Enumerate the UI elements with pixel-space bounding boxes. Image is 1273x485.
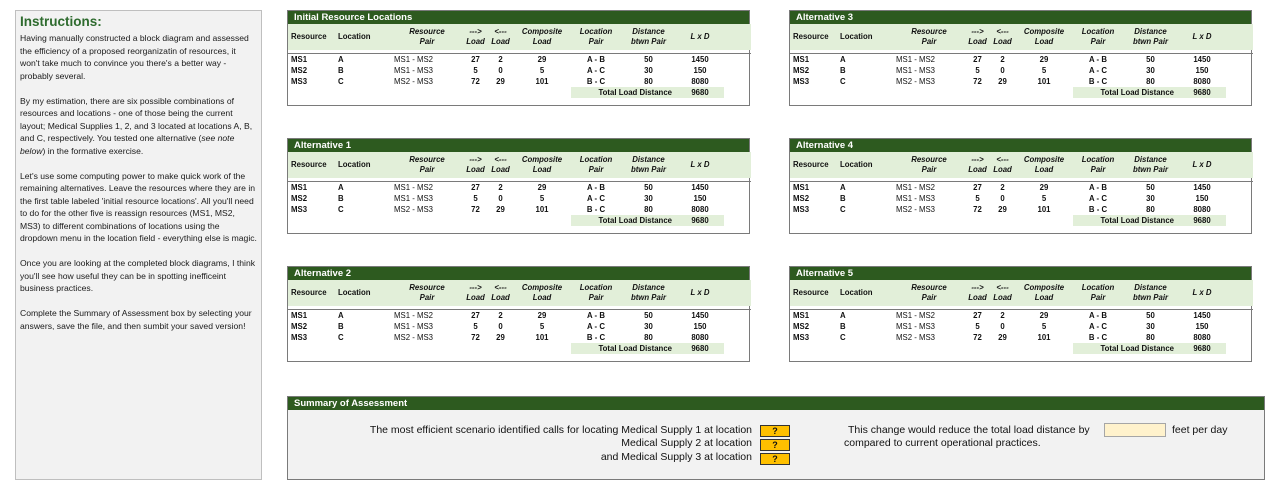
cell-composite: 5 <box>539 193 545 203</box>
total-row <box>288 343 751 354</box>
cell-composite: 101 <box>1037 76 1051 86</box>
cell-lxd: 1450 <box>1178 309 1226 321</box>
cell-pair: MS1 - MS3 <box>394 321 433 331</box>
cell-pair: MS1 - MS3 <box>896 321 935 331</box>
cell-back: 2 <box>488 309 513 321</box>
header-resource-pair: Resource Pair <box>391 152 463 178</box>
cell-composite: 5 <box>1041 321 1047 331</box>
cell-loc_pair: A - B <box>571 181 621 193</box>
table-title: Alternative 2 <box>288 267 749 280</box>
header-resource-pair: Resource Pair <box>893 24 965 50</box>
cell-back: 0 <box>1000 193 1005 203</box>
header-lxd: L x D <box>676 152 724 178</box>
cell-distance: 50 <box>621 53 676 65</box>
location-dropdown-cell[interactable]: B <box>338 321 344 331</box>
cell-resource: MS3 <box>291 204 308 214</box>
cell-resource: MS2 <box>793 65 810 75</box>
cell-distance: 80 <box>1146 204 1155 214</box>
table-header-row <box>288 280 751 306</box>
cell-resource: MS2 <box>793 193 810 203</box>
total-load-distance-label: Total Load Distance <box>1073 87 1178 98</box>
header-resource-pair: Resource Pair <box>391 24 463 50</box>
cell-lxd: 1450 <box>676 181 724 193</box>
header-location: Location <box>335 280 391 306</box>
cell-pair: MS1 - MS3 <box>394 193 433 203</box>
header-fwd-load: ---> Load <box>463 280 488 306</box>
table-row <box>790 321 1253 332</box>
cell-back: 0 <box>498 321 503 331</box>
cell-fwd: 27 <box>965 53 990 65</box>
cell-lxd: 1450 <box>676 309 724 321</box>
total-row <box>288 87 751 98</box>
cell-fwd: 72 <box>471 204 480 214</box>
instructions-title: Instructions: <box>20 14 102 29</box>
total-load-distance-value: 9680 <box>676 343 724 354</box>
cell-back: 29 <box>496 332 505 342</box>
location-dropdown-cell[interactable]: A <box>335 53 391 65</box>
total-load-distance-value: 9680 <box>1178 215 1226 226</box>
cell-distance: 30 <box>1146 193 1155 203</box>
cell-loc_pair: A - B <box>571 53 621 65</box>
cell-fwd: 5 <box>473 321 478 331</box>
table-header-row <box>790 152 1253 178</box>
table-title: Alternative 1 <box>288 139 749 152</box>
table-title: Alternative 5 <box>790 267 1251 280</box>
cell-lxd: 150 <box>693 65 707 75</box>
location-dropdown-cell[interactable]: B <box>840 193 846 203</box>
table-title: Initial Resource Locations <box>288 11 749 24</box>
header-resource: Resource <box>288 280 335 306</box>
cell-distance: 50 <box>1123 53 1178 65</box>
cell-lxd: 8080 <box>1193 76 1211 86</box>
total-load-distance-label: Total Load Distance <box>571 215 676 226</box>
header-back-load: <--- Load <box>990 152 1015 178</box>
instructions-paragraph-4: Once you are looking at the completed block diagrams, I think you'll see how useful they can be in spotting inefficeint business practices. <box>20 258 256 293</box>
cell-loc_pair: A - C <box>1089 321 1107 331</box>
cell-distance: 50 <box>1123 309 1178 321</box>
cell-composite: 5 <box>1041 193 1047 203</box>
cell-back: 0 <box>1000 321 1005 331</box>
cell-loc_pair: B - C <box>1088 76 1108 86</box>
table-header-row <box>790 280 1253 306</box>
header-location-pair: Location Pair <box>571 152 621 178</box>
header-distance: Distance btwn Pair <box>621 280 676 306</box>
summary-title: Summary of Assessment <box>288 397 1264 410</box>
cell-pair: MS1 - MS2 <box>893 309 965 321</box>
header-resource: Resource <box>790 24 837 50</box>
cell-distance: 80 <box>644 332 653 342</box>
location-dropdown-cell[interactable]: A <box>837 309 893 321</box>
header-composite-load: Composite Load <box>513 280 571 306</box>
cell-pair: MS1 - MS2 <box>893 53 965 65</box>
header-back-load: <--- Load <box>488 24 513 50</box>
header-back-load: <--- Load <box>488 280 513 306</box>
instructions-paragraph-2: By my estimation, there are six possible combinations of resources and locations - one of those being the current layout; Medical Supplies 1, 2, and 3 located at locations A, B, and C, respectively. You tested one alternative (see note below) in the formative exercise. <box>20 95 253 156</box>
table-row <box>790 193 1253 204</box>
summary-line-ms3: and Medical Supply 3 at location <box>600 451 752 463</box>
table-title: Alternative 3 <box>790 11 1251 24</box>
cell-back: 2 <box>990 53 1015 65</box>
table-alternative-4 <box>789 138 1252 234</box>
cell-fwd: 72 <box>973 204 982 214</box>
ms3-location-dropdown[interactable]: ? <box>760 453 790 465</box>
table-row <box>288 76 751 87</box>
location-dropdown-cell[interactable]: C <box>338 204 344 214</box>
header-location: Location <box>837 24 893 50</box>
location-dropdown-cell[interactable]: B <box>338 65 344 75</box>
instructions-paragraph-3: Let's use some computing power to make quick work of the remaining alternatives. Leave the resources where they are in the first table labeled 'initial resource locations'. All you'll need to do for the other five is reassign resources (MS1, MS2, MS3) to different combinations of locations using the dropdown menu in the location field - everything else is magic. <box>20 170 257 243</box>
header-lxd: L x D <box>1178 24 1226 50</box>
cell-resource: MS2 <box>291 193 308 203</box>
table-row <box>288 332 751 343</box>
cell-loc_pair: A - B <box>1073 309 1123 321</box>
cell-fwd: 5 <box>473 65 478 75</box>
cell-lxd: 150 <box>1195 321 1209 331</box>
header-back-load: <--- Load <box>990 280 1015 306</box>
cell-back: 0 <box>498 65 503 75</box>
total-load-distance-label: Total Load Distance <box>571 343 676 354</box>
table-alternative-3 <box>789 10 1252 106</box>
cell-lxd: 150 <box>1195 193 1209 203</box>
header-resource-pair: Resource Pair <box>893 152 965 178</box>
total-load-distance-value: 9680 <box>676 215 724 226</box>
cell-distance: 80 <box>644 76 653 86</box>
total-load-distance-value: 9680 <box>676 87 724 98</box>
cell-loc_pair: B - C <box>586 76 606 86</box>
table-header-row <box>790 24 1253 50</box>
cell-lxd: 8080 <box>691 204 709 214</box>
cell-fwd: 5 <box>975 321 980 331</box>
cell-distance: 30 <box>644 193 653 203</box>
table-alternative-5 <box>789 266 1252 362</box>
cell-resource: MS3 <box>793 76 810 86</box>
cell-lxd: 8080 <box>691 332 709 342</box>
header-location: Location <box>335 24 391 50</box>
table-header-row <box>288 24 751 50</box>
cell-loc_pair: B - C <box>1088 332 1108 342</box>
location-dropdown-cell[interactable]: C <box>840 204 846 214</box>
table-alternative-1 <box>287 138 750 234</box>
header-resource: Resource <box>790 152 837 178</box>
cell-distance: 50 <box>621 181 676 193</box>
header-location-pair: Location Pair <box>1073 280 1123 306</box>
cell-composite: 101 <box>535 332 549 342</box>
cell-fwd: 72 <box>471 332 480 342</box>
cell-distance: 50 <box>621 309 676 321</box>
cell-loc_pair: A - C <box>587 321 605 331</box>
cell-distance: 30 <box>644 65 653 75</box>
header-resource-pair: Resource Pair <box>391 280 463 306</box>
header-distance: Distance btwn Pair <box>1123 24 1178 50</box>
cell-back: 29 <box>496 76 505 86</box>
instructions-paragraph-1: Having manually constructed a block diagram and assessed the efficiency of a proposed reorganizatin of resources, it won't take much to convince you there's a better way - probably several. <box>20 33 249 81</box>
total-load-distance-label: Total Load Distance <box>571 87 676 98</box>
cell-pair: MS1 - MS3 <box>394 65 433 75</box>
location-dropdown-cell[interactable]: C <box>840 332 846 342</box>
header-composite-load: Composite Load <box>1015 152 1073 178</box>
cell-loc_pair: B - C <box>586 332 606 342</box>
header-composite-load: Composite Load <box>1015 280 1073 306</box>
cell-distance: 80 <box>644 204 653 214</box>
cell-resource: MS2 <box>291 321 308 331</box>
table-row <box>790 309 1253 321</box>
cell-loc_pair: A - C <box>1089 65 1107 75</box>
cell-pair: MS2 - MS3 <box>896 76 935 86</box>
table-row <box>790 65 1253 76</box>
cell-pair: MS2 - MS3 <box>394 76 433 86</box>
header-lxd: L x D <box>676 24 724 50</box>
total-load-distance-value: 9680 <box>1178 343 1226 354</box>
header-distance: Distance btwn Pair <box>621 152 676 178</box>
cell-resource: MS2 <box>291 65 308 75</box>
header-back-load: <--- Load <box>990 24 1015 50</box>
table-header-row <box>288 152 751 178</box>
cell-composite: 101 <box>1037 332 1051 342</box>
cell-fwd: 27 <box>463 53 488 65</box>
header-fwd-load: ---> Load <box>965 280 990 306</box>
header-location: Location <box>837 152 893 178</box>
cell-back: 29 <box>998 204 1007 214</box>
cell-resource: MS1 <box>288 181 335 193</box>
cell-resource: MS1 <box>790 53 837 65</box>
cell-resource: MS1 <box>790 309 837 321</box>
cell-composite: 29 <box>1015 309 1073 321</box>
cell-composite: 29 <box>513 181 571 193</box>
total-load-distance-label: Total Load Distance <box>1073 343 1178 354</box>
cell-fwd: 27 <box>965 309 990 321</box>
location-dropdown-cell[interactable]: C <box>338 76 344 86</box>
location-dropdown-cell[interactable]: C <box>338 332 344 342</box>
table-row <box>288 204 751 215</box>
cell-loc_pair: A - C <box>587 65 605 75</box>
cell-distance: 30 <box>1146 65 1155 75</box>
reduce-prefix-text: This change would reduce the total load distance by <box>848 424 1090 436</box>
header-lxd: L x D <box>676 280 724 306</box>
total-load-distance-value: 9680 <box>1178 87 1226 98</box>
table-row <box>288 181 751 193</box>
cell-resource: MS3 <box>793 204 810 214</box>
cell-back: 0 <box>498 193 503 203</box>
table-alternative-2 <box>287 266 750 362</box>
header-resource: Resource <box>288 24 335 50</box>
table-row <box>790 76 1253 87</box>
cell-distance: 80 <box>1146 332 1155 342</box>
ms2-location-dropdown[interactable]: ? <box>760 439 790 451</box>
cell-fwd: 72 <box>973 76 982 86</box>
cell-back: 2 <box>488 53 513 65</box>
cell-resource: MS3 <box>291 332 308 342</box>
cell-composite: 5 <box>1041 65 1047 75</box>
location-dropdown-cell[interactable]: A <box>837 181 893 193</box>
cell-pair: MS2 - MS3 <box>896 204 935 214</box>
header-resource: Resource <box>790 280 837 306</box>
compared-text: compared to current operational practices. <box>844 437 1041 449</box>
header-distance: Distance btwn Pair <box>1123 152 1178 178</box>
ms1-location-dropdown[interactable]: ? <box>760 425 790 437</box>
cell-distance: 30 <box>1146 321 1155 331</box>
total-row <box>790 215 1253 226</box>
cell-composite: 29 <box>513 53 571 65</box>
cell-lxd: 8080 <box>1193 204 1211 214</box>
location-dropdown-cell[interactable]: A <box>837 53 893 65</box>
cell-fwd: 27 <box>463 181 488 193</box>
header-distance: Distance btwn Pair <box>621 24 676 50</box>
header-back-load: <--- Load <box>488 152 513 178</box>
cell-pair: MS2 - MS3 <box>394 332 433 342</box>
location-dropdown-cell[interactable]: A <box>335 309 391 321</box>
cell-loc_pair: A - B <box>571 309 621 321</box>
cell-fwd: 5 <box>975 65 980 75</box>
cell-back: 2 <box>990 309 1015 321</box>
cell-lxd: 8080 <box>691 76 709 86</box>
header-resource: Resource <box>288 152 335 178</box>
load-distance-reduction-input[interactable] <box>1104 423 1166 437</box>
cell-loc_pair: A - C <box>587 193 605 203</box>
total-row <box>790 87 1253 98</box>
cell-back: 0 <box>1000 65 1005 75</box>
cell-back: 29 <box>998 76 1007 86</box>
cell-resource: MS1 <box>790 181 837 193</box>
header-resource-pair: Resource Pair <box>893 280 965 306</box>
cell-pair: MS2 - MS3 <box>394 204 433 214</box>
location-dropdown-cell[interactable]: B <box>338 193 344 203</box>
header-location-pair: Location Pair <box>1073 152 1123 178</box>
cell-lxd: 150 <box>693 321 707 331</box>
cell-composite: 101 <box>535 204 549 214</box>
cell-loc_pair: A - B <box>1073 181 1123 193</box>
cell-back: 29 <box>496 204 505 214</box>
cell-lxd: 1450 <box>1178 181 1226 193</box>
cell-back: 29 <box>998 332 1007 342</box>
total-row <box>288 215 751 226</box>
location-dropdown-cell[interactable]: B <box>840 321 846 331</box>
header-composite-load: Composite Load <box>513 152 571 178</box>
location-dropdown-cell[interactable]: B <box>840 65 846 75</box>
table-row <box>288 193 751 204</box>
cell-distance: 80 <box>1146 76 1155 86</box>
header-composite-load: Composite Load <box>513 24 571 50</box>
header-fwd-load: ---> Load <box>965 24 990 50</box>
cell-composite: 5 <box>539 321 545 331</box>
cell-fwd: 27 <box>463 309 488 321</box>
table-row <box>790 332 1253 343</box>
cell-loc_pair: B - C <box>1088 204 1108 214</box>
cell-loc_pair: A - B <box>1073 53 1123 65</box>
summary-of-assessment <box>287 396 1265 480</box>
cell-fwd: 5 <box>975 193 980 203</box>
location-dropdown-cell[interactable]: C <box>840 76 846 86</box>
cell-resource: MS3 <box>291 76 308 86</box>
cell-pair: MS1 - MS2 <box>391 53 463 65</box>
cell-pair: MS1 - MS2 <box>391 309 463 321</box>
location-dropdown-cell[interactable]: A <box>335 181 391 193</box>
cell-back: 2 <box>990 181 1015 193</box>
cell-pair: MS1 - MS2 <box>893 181 965 193</box>
table-row <box>790 181 1253 193</box>
table-row <box>288 65 751 76</box>
cell-lxd: 1450 <box>676 53 724 65</box>
cell-pair: MS1 - MS3 <box>896 193 935 203</box>
header-location: Location <box>837 280 893 306</box>
cell-distance: 30 <box>644 321 653 331</box>
header-location-pair: Location Pair <box>571 24 621 50</box>
cell-composite: 29 <box>1015 181 1073 193</box>
header-fwd-load: ---> Load <box>965 152 990 178</box>
cell-fwd: 27 <box>965 181 990 193</box>
cell-pair: MS2 - MS3 <box>896 332 935 342</box>
table-row <box>288 53 751 65</box>
cell-resource: MS2 <box>793 321 810 331</box>
cell-fwd: 72 <box>973 332 982 342</box>
table-row <box>790 53 1253 65</box>
header-location-pair: Location Pair <box>571 280 621 306</box>
table-row <box>790 204 1253 215</box>
header-lxd: L x D <box>1178 152 1226 178</box>
instructions-paragraph-5: Complete the Summary of Assessment box by selecting your answers, save the file, and then sumbit your saved version! <box>20 308 252 331</box>
cell-distance: 50 <box>1123 181 1178 193</box>
summary-line-ms1: The most efficient scenario identified calls for locating Medical Supply 1 at location <box>369 424 752 436</box>
cell-lxd: 8080 <box>1193 332 1211 342</box>
cell-lxd: 150 <box>1195 65 1209 75</box>
summary-line-ms2: Medical Supply 2 at location <box>621 437 752 449</box>
header-lxd: L x D <box>1178 280 1226 306</box>
cell-pair: MS1 - MS3 <box>896 65 935 75</box>
cell-fwd: 72 <box>471 76 480 86</box>
table-row <box>288 321 751 332</box>
header-composite-load: Composite Load <box>1015 24 1073 50</box>
cell-resource: MS3 <box>793 332 810 342</box>
total-load-distance-label: Total Load Distance <box>1073 215 1178 226</box>
cell-lxd: 1450 <box>1178 53 1226 65</box>
cell-loc_pair: A - C <box>1089 193 1107 203</box>
cell-composite: 5 <box>539 65 545 75</box>
table-title: Alternative 4 <box>790 139 1251 152</box>
reduce-suffix-text: feet per day <box>1172 424 1228 436</box>
table-row <box>288 309 751 321</box>
cell-resource: MS1 <box>288 53 335 65</box>
cell-fwd: 5 <box>473 193 478 203</box>
header-location: Location <box>335 152 391 178</box>
header-fwd-load: ---> Load <box>463 152 488 178</box>
header-location-pair: Location Pair <box>1073 24 1123 50</box>
total-row <box>790 343 1253 354</box>
cell-composite: 29 <box>1015 53 1073 65</box>
header-distance: Distance btwn Pair <box>1123 280 1178 306</box>
cell-composite: 101 <box>535 76 549 86</box>
cell-pair: MS1 - MS2 <box>391 181 463 193</box>
cell-lxd: 150 <box>693 193 707 203</box>
cell-composite: 101 <box>1037 204 1051 214</box>
table-initial-resource-locations <box>287 10 750 106</box>
header-fwd-load: ---> Load <box>463 24 488 50</box>
cell-resource: MS1 <box>288 309 335 321</box>
cell-loc_pair: B - C <box>586 204 606 214</box>
instructions-panel <box>15 10 262 480</box>
cell-composite: 29 <box>513 309 571 321</box>
cell-back: 2 <box>488 181 513 193</box>
